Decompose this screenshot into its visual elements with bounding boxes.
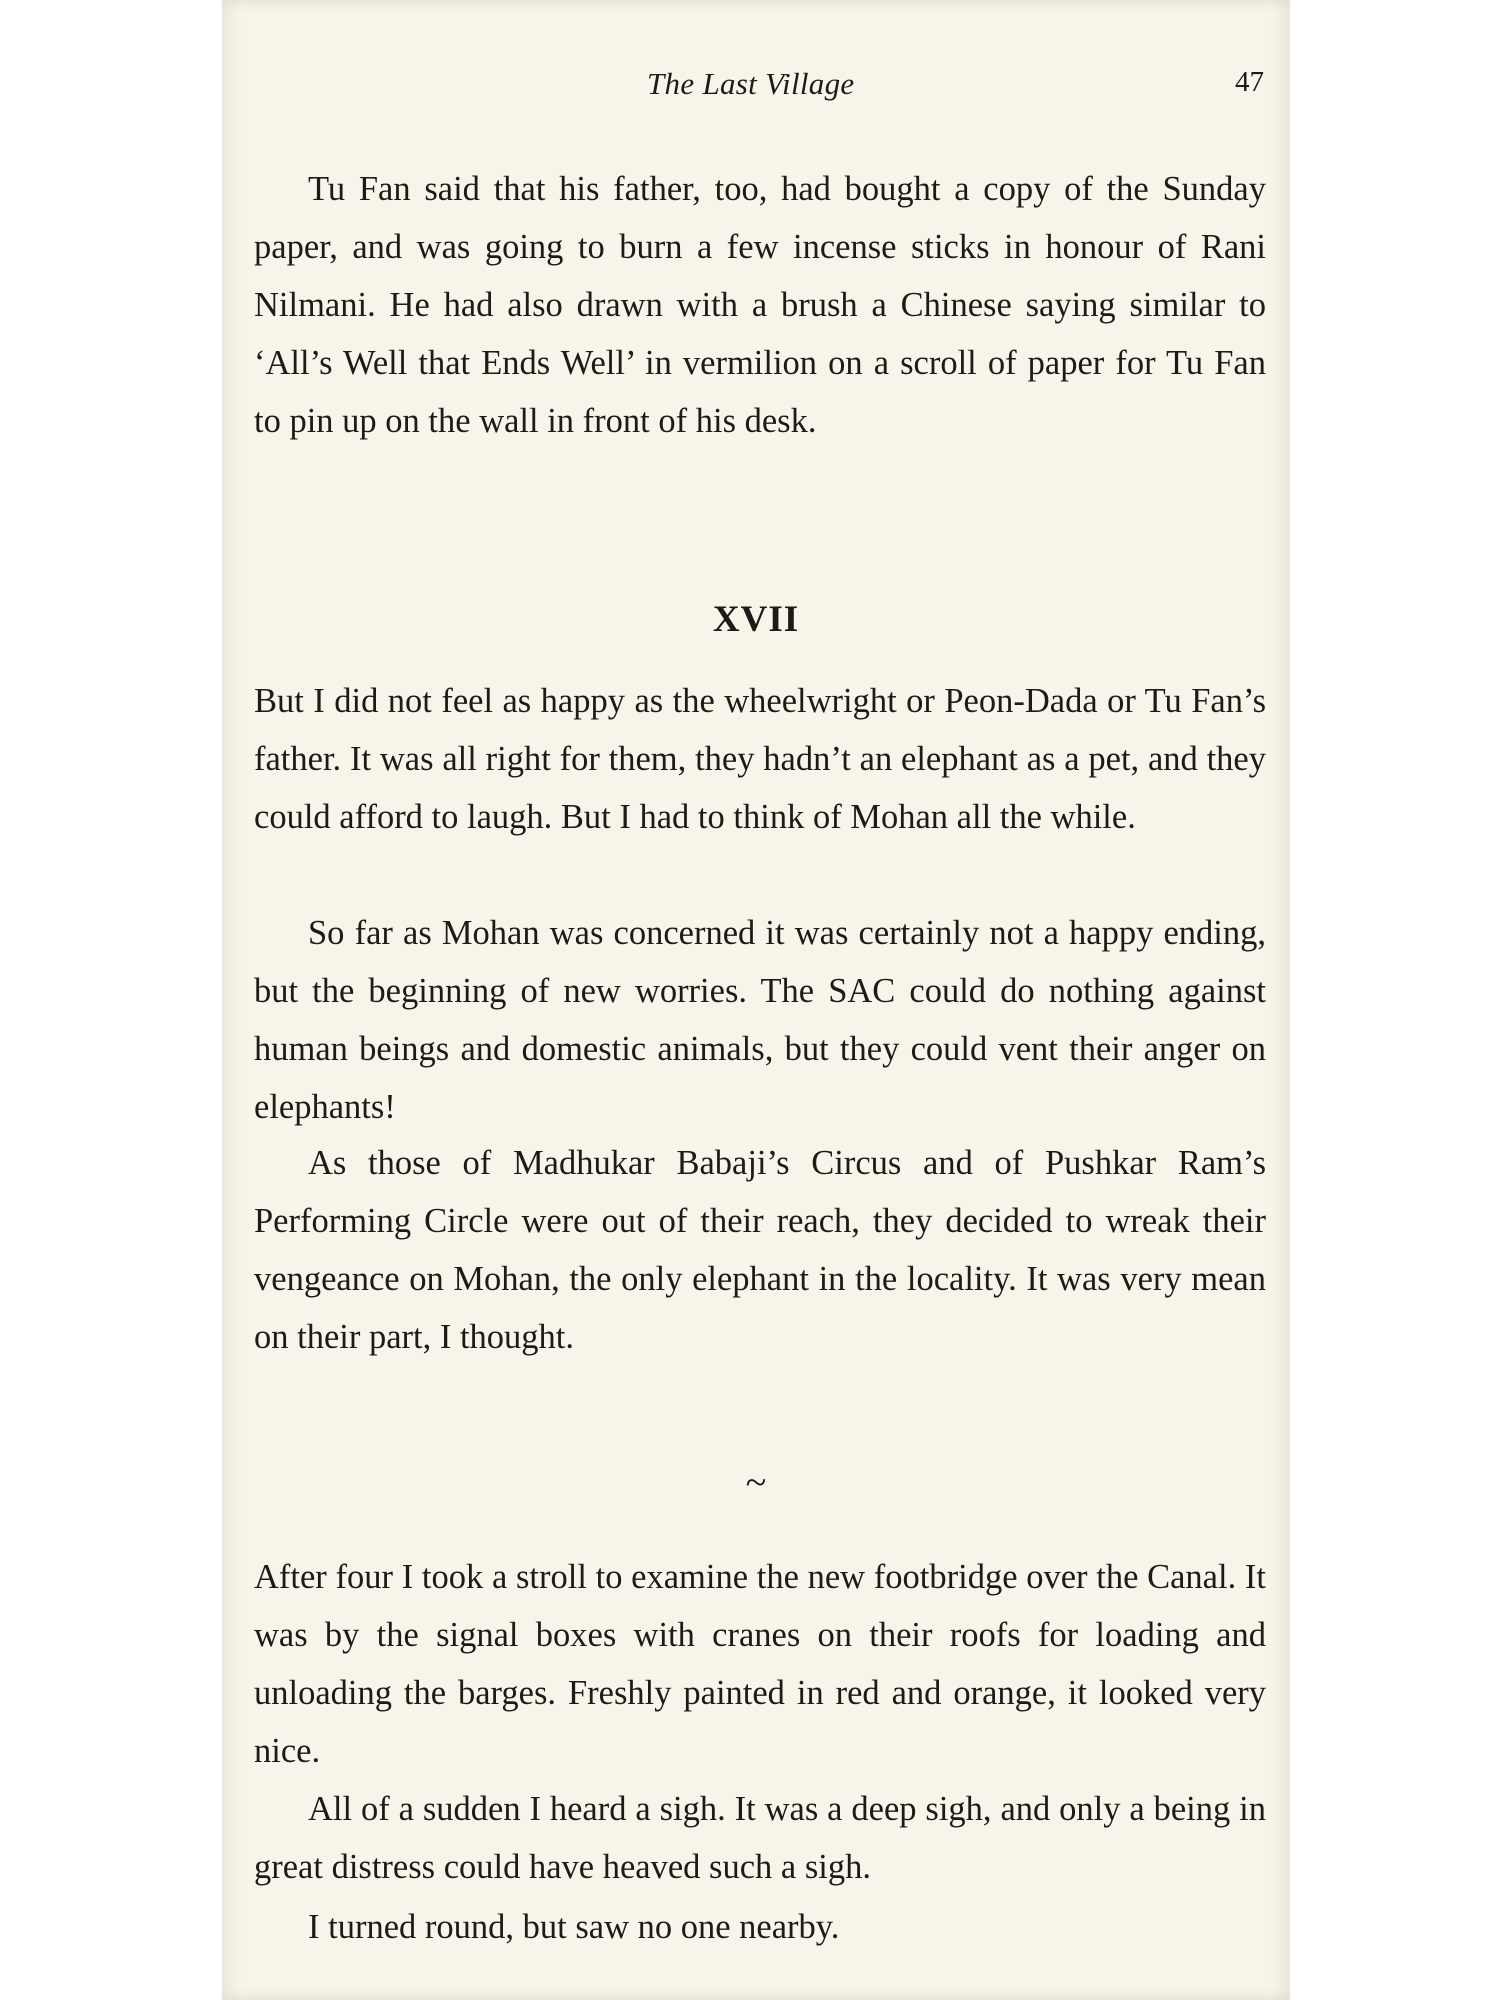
paragraph-3: So far as Mohan was concerned it was certainly not a happy ending, but the beginning of new worries. The SAC could do nothing against human beings and domestic animals, but they could vent their anger on elephants! <box>254 914 1266 1126</box>
paragraph-7: I turned round, but saw no one nearby. <box>308 1908 840 1946</box>
page-header <box>222 66 1290 106</box>
paragraph-6: All of a sudden I heard a sigh. It was a deep sigh, and only a being in great distress could have heaved such a sigh. <box>254 1790 1266 1886</box>
book-page <box>222 0 1290 2000</box>
paragraph-2: But I did not feel as happy as the wheelwright or Peon-Dada or Tu Fan’s father. It was all right for them, they hadn’t an elephant as a pet, and they could afford to laugh. But I had to think of Mohan all the while. <box>254 682 1266 836</box>
paragraph-1: Tu Fan said that his father, too, had bought a copy of the Sunday paper, and was going to burn a few incense sticks in honour of Rani Nilmani. He had also drawn with a brush a Chinese saying similar to ‘All’s Well that Ends Well’ in vermilion on a scroll of paper for Tu Fan to pin up on the wall in front of his desk. <box>254 170 1266 440</box>
paragraph-4: As those of Madhukar Babaji’s Circus and of Pushkar Ram’s Performing Circle were out of their reach, they decided to wreak their vengeance on Mohan, the only elephant in the locality. It was very mean on their part, I thought. <box>254 1144 1266 1356</box>
section-heading: XVII <box>712 599 800 640</box>
running-title: The Last Village <box>647 66 855 101</box>
section-break-ornament: ~ <box>745 1462 767 1504</box>
page-number: 47 <box>1235 66 1264 98</box>
paragraph-5: After four I took a stroll to examine the new footbridge over the Canal. It was by the signal boxes with cranes on their roofs for loading and unloading the barges. Freshly painted in red and orange, it looked very nice. <box>254 1558 1266 1770</box>
